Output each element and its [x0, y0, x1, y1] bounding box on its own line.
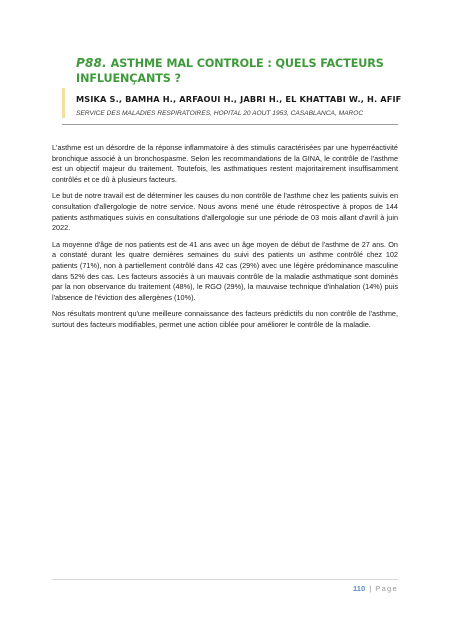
paragraph-conclusion: Nos résultats montrent qu'une meilleure connaissance des facteurs prédictifs du non contrôle de l'asthme, surtout des facteurs modifiables, permet une action ciblée pour améliorer le contrôle de la maladie. — [52, 309, 398, 329]
abstract-title-text: ASTHME MAL CONTROLE : QUELS FACTEURS INFLUENÇANTS ? — [76, 57, 384, 85]
header-divider — [62, 124, 398, 125]
abstract-body — [52, 143, 398, 337]
paragraph-objective: Le but de notre travail est de déterminer les causes du non contrôle de l'asthme chez les patients suivis en consultation d'allergologie de notre service. Nous avons mené une étude rétrospective à propos de 144 patients asthmatiques suivis en consultations d'allergologie sur une période de 03 mois allant d'avril à juin 2022. — [52, 191, 398, 233]
paragraph-results: La moyenne d'âge de nos patients est de 41 ans avec un âge moyen de début de l'asthme de 27 ans. On a constaté durant les quatre dernières semaines du suivi des patients un asthme contrôlé chez 102 patients (71%), non à partiellement contrôlé dans 42 cas (29%) avec une légère prédominance masculine dans 52% des cas. Les facteurs associés à un mauvais contrôle de la maladie asthmatique sont dominés par la non observance du traitement (48%), le RGO (29%), la mauvaise technique d'inhalation (14%) puis l'absence de l'éviction des allergènes (10%). — [52, 239, 398, 302]
footer-separator: | — [369, 584, 372, 593]
abstract-title — [76, 56, 406, 86]
page-footer — [353, 584, 398, 594]
footer-divider — [52, 579, 398, 580]
page-label: Page — [375, 584, 398, 593]
accent-bar — [62, 88, 65, 118]
page-number: 110 — [353, 584, 366, 593]
affiliation: SERVICE DES MALADIES RESPIRATOIRES, HOPITAL 20 AOUT 1953, CASABLANCA, MAROC — [76, 110, 364, 117]
abstract-code: P88. — [76, 56, 107, 70]
paragraph-introduction: L'asthme est un désordre de la réponse inflammatoire à des stimulis caractérisées par une hyperréactivité bronchique associé à un bronchospasme. Selon les recommandations de la GINA, le contrôle de l'asthme est un objectif majeur du traitement. Toutefois, les asthmatiques restent majoritairement insuffisamment contrôlés et ce dû à plusieurs facteurs. — [52, 143, 398, 184]
authors: MSIKA S., BAMHA H., ARFAOUI H., JABRI H., EL KHATTABI W., H. AFIF — [76, 94, 402, 104]
